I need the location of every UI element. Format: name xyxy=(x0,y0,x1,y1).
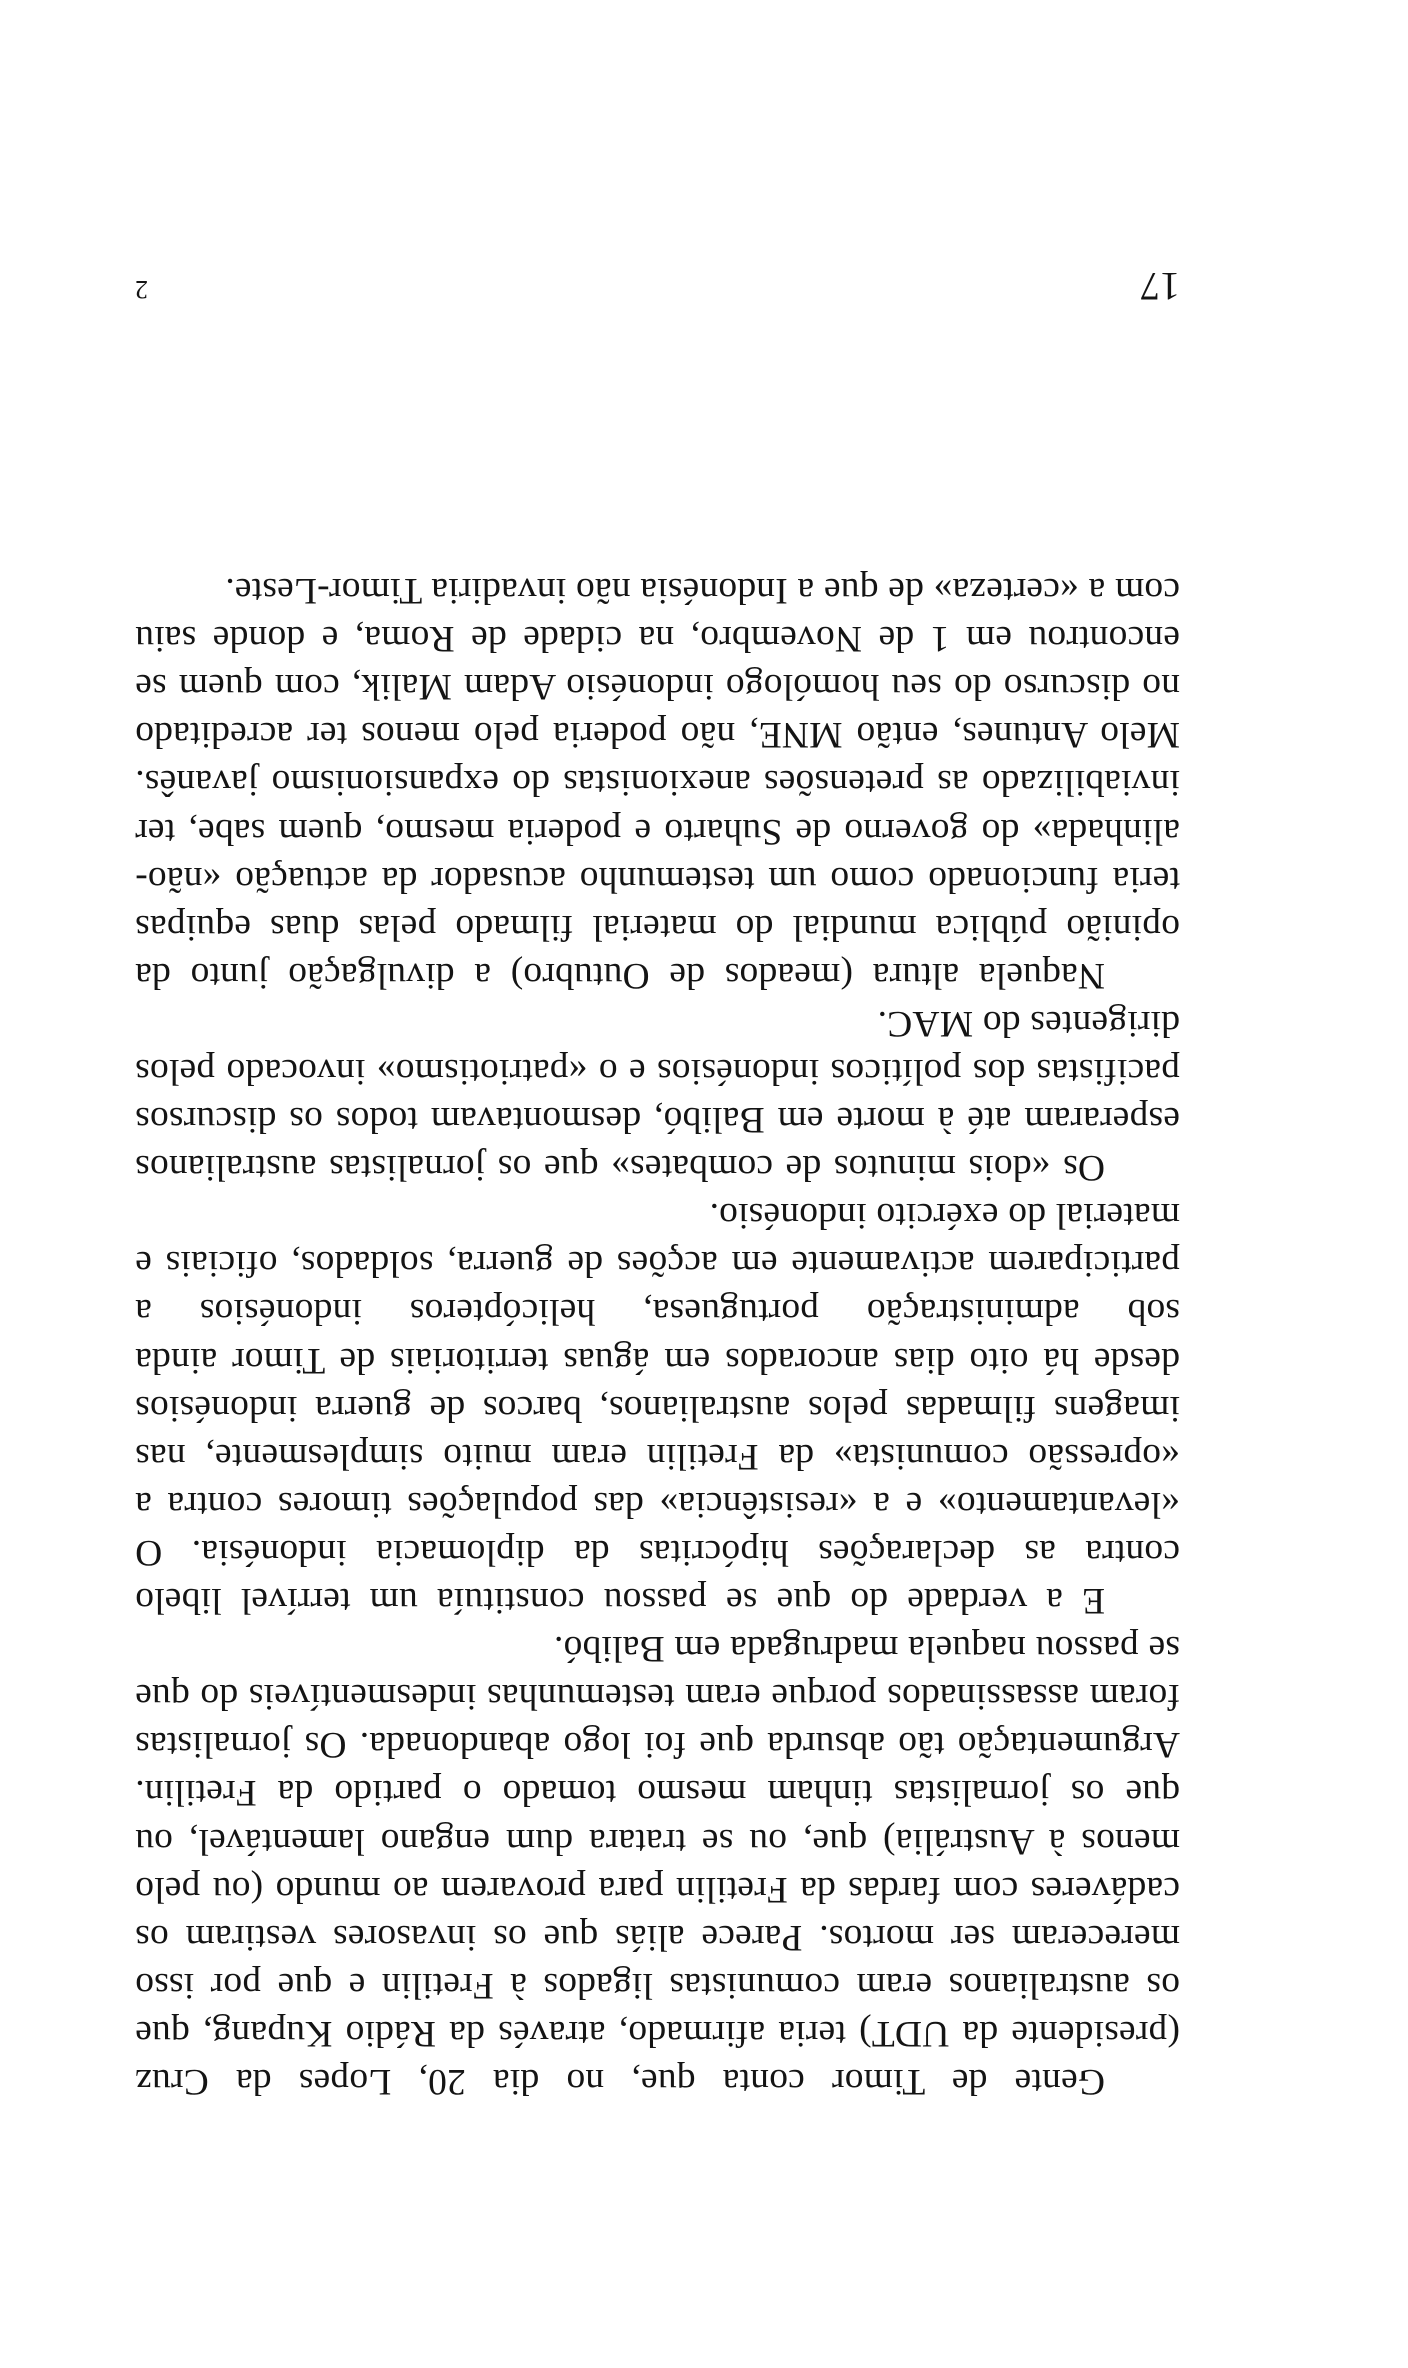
signature-mark: 2 xyxy=(135,275,148,304)
paragraph-4: Naquela altura (meados de Outubro) a divulgação junto da opinião pública mundial do material filmado pelas duas equipas teria funcionado como um testemunho acusador da actuação «não-alinhada» do governo de Suharto e poderia mesmo, quem sabe, ter inviabilizado as pretensões anexionistas do expansionismo javanês. Melo Antunes, então MNE, não poderia pelo menos ter acreditado no discurso do seu homólogo indonésio Adam Malik, com quem se encontrou em 1 de Novembro, na cidade de Roma, e donde saiu com a «certeza» de que a Indonésia não invadiria Timor-Leste. xyxy=(135,570,1180,996)
paragraph-3: Os «dois minutos de combates» que os jornalistas australianos esperaram até à morte em Balibó, desmontavam todos os discursos pacifistas dos políticos indonésios e o «patriotismo» invocado pelos dirigentes do MAC. xyxy=(135,1002,1180,1189)
page-footer xyxy=(135,250,1180,310)
paragraph-1: Gente de Timor conta que, no dia 20, Lopes da Cruz (presidente da UDT) teria afirmado, através da Rádio Kupang, que os australianos eram comunistas ligados à Fretilin e que por isso mereceram ser mortos. Parece aliás que os invasores vestiram os cadáveres com fardas da Fretilin para provarem ao mundo (ou pelo menos à Austrália) que, ou se tratara dum engano lamentável, ou que os jornalistas tinham mesmo tomado o partido da Fretilin. Argumentação tão absurda que foi logo abandonada. Os jornalistas foram assassinados porque eram testemunhas indesmentíveis do que se passou naquela madrugada em Balibó. xyxy=(135,1628,1180,2102)
page-number: 17 xyxy=(1140,264,1180,309)
body-text xyxy=(135,566,1180,2105)
paragraph-2: E a verdade do que se passou constituía um terrível libelo contra as declarações hipócritas da diplomacia indonésia. O «levantamento» e a «resistência» das populações timores contra a «opressão comunista» da Fretilin eram muito simplesmente, nas imagens filmadas pelos australianos, barcos de guerra indonésios desde há oito dias ancorados em águas territoriais de Timor ainda sob administração portuguesa, helicópteros indonésios a participarem activamente em acções de guerra, soldados, oficiais e material do exército indonésio. xyxy=(135,1195,1180,1622)
